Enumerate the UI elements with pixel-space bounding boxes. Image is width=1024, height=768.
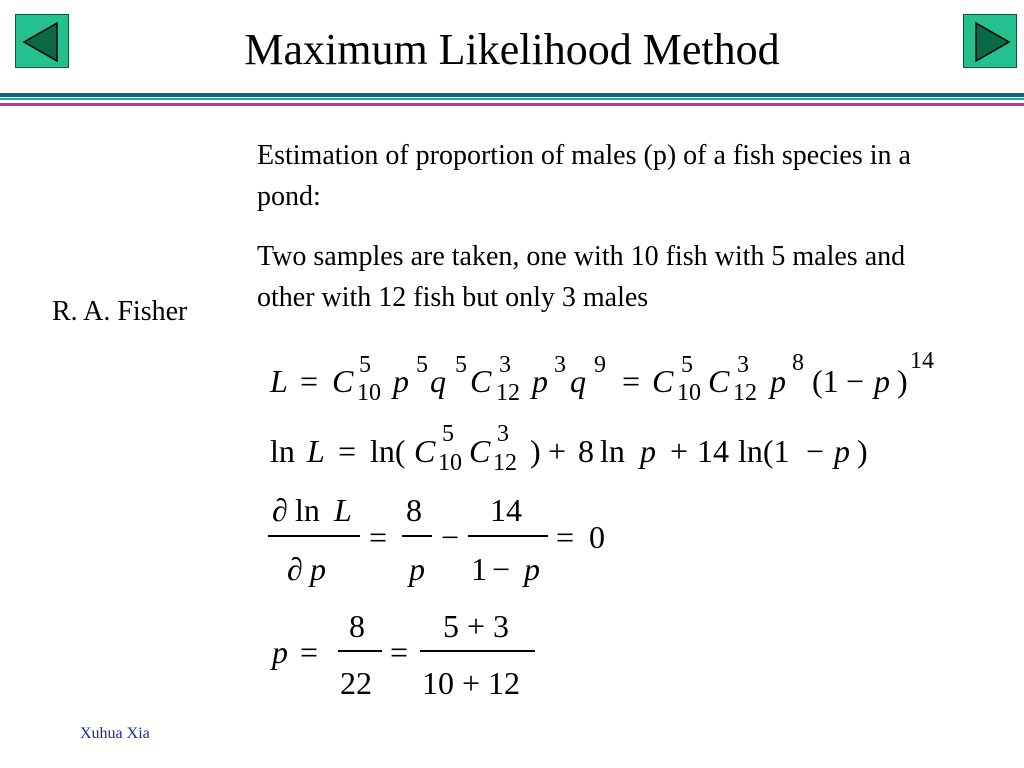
svg-text:3: 3 <box>737 352 749 378</box>
svg-text:p: p <box>524 551 540 587</box>
svg-text:3: 3 <box>499 352 511 378</box>
svg-text:p: p <box>770 363 786 399</box>
svg-text:10 + 12: 10 + 12 <box>422 665 521 701</box>
svg-text:ln: ln <box>270 433 295 469</box>
svg-text:p: p <box>393 363 409 399</box>
svg-text:ln(: ln( <box>370 433 406 469</box>
svg-text:9: 9 <box>594 352 606 378</box>
svg-text:+: + <box>670 433 689 469</box>
svg-text:C: C <box>332 363 354 399</box>
svg-text:−: − <box>806 433 825 469</box>
svg-text:−: − <box>492 551 511 587</box>
svg-text:=: = <box>369 519 388 555</box>
svg-text:5: 5 <box>455 352 467 378</box>
derivative-equation <box>268 492 605 587</box>
svg-text:3: 3 <box>497 421 509 447</box>
svg-text:p: p <box>272 634 288 670</box>
svg-text:−: − <box>441 519 460 555</box>
svg-text:5: 5 <box>681 352 693 378</box>
svg-text:0: 0 <box>589 519 605 555</box>
svg-text:−: − <box>846 363 865 399</box>
svg-text:C: C <box>652 363 674 399</box>
svg-text:C: C <box>469 433 491 469</box>
svg-text:12: 12 <box>493 450 517 476</box>
svg-text:p: p <box>409 551 425 587</box>
intro-paragraph: Estimation of proportion of males (p) of a fish species in a pond: <box>257 140 911 212</box>
likelihood-equation <box>269 348 934 406</box>
svg-text:p: p <box>834 433 850 469</box>
svg-text:14: 14 <box>697 433 729 469</box>
svg-text:12: 12 <box>496 380 520 406</box>
svg-text:8: 8 <box>792 350 804 376</box>
svg-text:L: L <box>270 363 288 399</box>
svg-text:): ) <box>857 433 868 469</box>
svg-text:3: 3 <box>554 352 566 378</box>
svg-text:10: 10 <box>357 380 381 406</box>
svg-text:=: = <box>300 363 319 399</box>
svg-text:q: q <box>430 363 446 399</box>
log-likelihood-equation <box>270 421 868 476</box>
svg-text:8: 8 <box>349 608 365 644</box>
svg-text:): ) <box>897 363 908 399</box>
svg-text:14: 14 <box>910 348 934 374</box>
footer-author: Xuhua Xia <box>80 725 150 742</box>
svg-text:10: 10 <box>677 380 701 406</box>
svg-text:(1: (1 <box>812 363 839 399</box>
svg-text:): ) <box>530 433 541 469</box>
svg-text:=: = <box>300 634 319 670</box>
svg-text:C: C <box>414 433 436 469</box>
svg-text:5 + 3: 5 + 3 <box>443 608 510 644</box>
svg-text:p: p <box>532 363 548 399</box>
svg-text:∂: ∂ <box>272 492 288 528</box>
author-attribution: R. A. Fisher <box>52 296 188 327</box>
svg-text:ln(1: ln(1 <box>738 433 790 469</box>
svg-text:=: = <box>556 519 575 555</box>
svg-text:5: 5 <box>416 352 428 378</box>
svg-text:8: 8 <box>406 492 422 528</box>
svg-text:10: 10 <box>438 450 462 476</box>
svg-text:22: 22 <box>340 665 372 701</box>
svg-text:C: C <box>708 363 730 399</box>
samples-paragraph: Two samples are taken, one with 10 fish with 5 males and other with 12 fish but only 3 males <box>257 241 906 313</box>
svg-text:8: 8 <box>578 433 594 469</box>
svg-text:1: 1 <box>471 551 487 587</box>
svg-text:q: q <box>570 363 586 399</box>
svg-text:ln: ln <box>295 492 320 528</box>
estimate-equation <box>270 608 535 701</box>
svg-text:12: 12 <box>733 380 757 406</box>
svg-text:14: 14 <box>490 492 522 528</box>
svg-text:∂: ∂ <box>287 551 303 587</box>
svg-text:5: 5 <box>359 352 371 378</box>
svg-text:p: p <box>640 433 656 469</box>
svg-text:=: = <box>622 363 641 399</box>
svg-text:C: C <box>470 363 492 399</box>
svg-text:L: L <box>307 433 325 469</box>
svg-text:=: = <box>338 433 357 469</box>
svg-text:+: + <box>548 433 567 469</box>
svg-text:p: p <box>310 551 326 587</box>
svg-text:=: = <box>390 634 409 670</box>
slide-title: Maximum Likelihood Method <box>244 25 780 74</box>
svg-text:L: L <box>334 492 352 528</box>
svg-text:p: p <box>874 363 890 399</box>
svg-text:ln: ln <box>600 433 625 469</box>
svg-text:5: 5 <box>442 421 454 447</box>
